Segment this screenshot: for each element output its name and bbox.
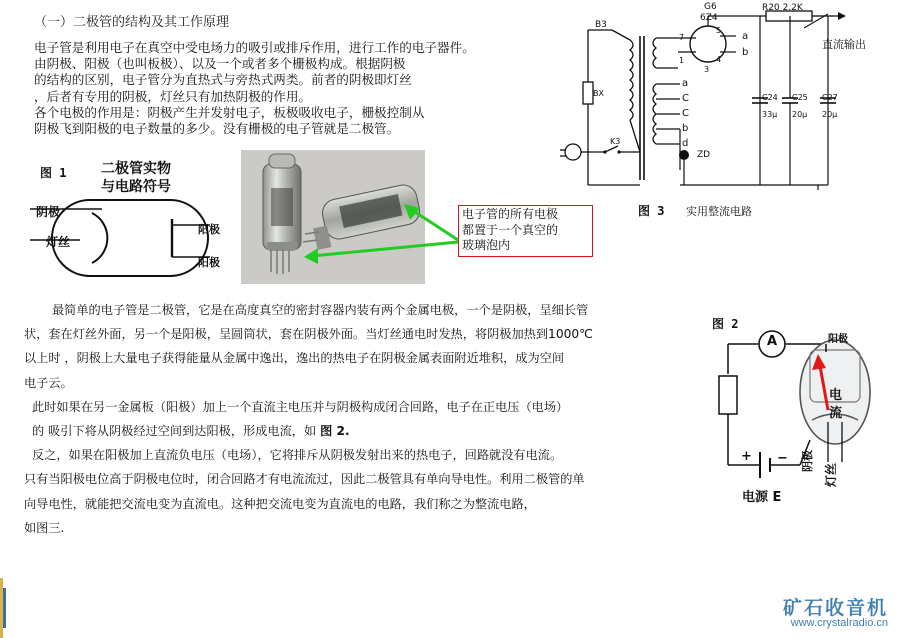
tap-label: C	[682, 93, 689, 104]
ammeter-label: A	[767, 334, 778, 349]
battery-minus: −	[777, 451, 788, 466]
callout-line: 玻璃泡内	[462, 238, 511, 252]
figure2-label: 图 2	[712, 317, 739, 331]
primary-winding	[630, 40, 633, 120]
body-text	[24, 298, 684, 540]
battery-plus: +	[741, 449, 752, 464]
body-line: 以上时 ，阴极上大量电子获得能量从金属中逸出，逸出的热电子在阴极金属表面附近堆积，成为空间	[24, 351, 565, 366]
tube-model-label: 6Z4	[700, 13, 718, 23]
body-line: 电子云。	[24, 375, 73, 390]
pin-label: 4	[716, 55, 722, 64]
intro-line: ，后者有专用的阴极，灯丝只有加热阴极的作用。	[34, 88, 312, 104]
anode-label-top: 阳极	[198, 223, 220, 236]
tube-envelope	[52, 200, 208, 276]
cap-ref-label: C25	[792, 93, 808, 102]
arrow-line-upper	[412, 210, 458, 240]
intro-line: 由阴极、阳极（也叫板极）、以及一个或者多个栅极构成。根据阴极	[34, 56, 406, 72]
callout-line: 都置于一个真空的	[462, 222, 559, 237]
secondary-winding-1	[653, 38, 656, 68]
left-edge-decoration	[0, 578, 8, 638]
tap-label: b	[682, 123, 689, 134]
cap-ref-label: C27	[822, 93, 838, 102]
tap-label: b	[742, 47, 749, 58]
callout-line: 电子管的所有电极	[462, 207, 559, 221]
fuse-icon	[583, 82, 593, 104]
body-line: 向导电性，就能把交流电变为直流电。这种把交流电变为直流电的电路，我们称之为整流电路，	[24, 496, 536, 511]
intro-line: 阴极飞到阳极的电子数量的多少。没有栅极的电子管就是二极管。	[34, 121, 400, 137]
tube-ref-label: G6	[704, 2, 717, 12]
watermark-logo-text: 矿石收音机	[782, 597, 888, 619]
tap-label: C	[682, 108, 689, 119]
current-label: 电	[829, 388, 843, 403]
figure3-label: 图 3	[638, 204, 665, 218]
fig2-filament-label: 灯丝	[824, 462, 838, 487]
arrow-line-lower	[312, 242, 458, 256]
tap-label: a	[682, 78, 689, 89]
pin-label: 3	[704, 65, 710, 74]
switch-label: K3	[610, 137, 621, 146]
body-line: 只有当阳极电位高于阴极电位时，闭合回路才有电流流过，因此二极管具有单向导电性。利用二极管的单	[24, 472, 585, 487]
callout-arrows	[300, 200, 460, 270]
tap-label: a	[742, 31, 749, 42]
secondary-winding-2	[653, 84, 656, 144]
body-line: 最简单的电子管是二极管，它是在高度真空的密封容器内装有两个金属电极，一个是阴极，呈细长管	[52, 303, 589, 317]
cathode-arc	[92, 213, 107, 263]
power-source-label: 电源 E	[742, 490, 782, 505]
body-line: 此时如果在另一金属板（阳极）加上一个直流主电压并与阴极构成闭合回路，电子在正电压（电场）	[32, 399, 569, 414]
anode-label-bottom: 阳极	[198, 256, 220, 269]
filament-label: 灯丝	[46, 235, 71, 249]
transformer-label: B3	[595, 20, 607, 30]
watermark-url: www.crystalradio.cn	[790, 617, 888, 629]
pin-label: 1	[679, 56, 685, 65]
figure2-reference: 图 2.	[320, 424, 350, 439]
cathode-label: 阴极	[36, 205, 61, 219]
fig2-cathode-label: 阴极	[801, 450, 814, 472]
callout-box	[458, 205, 593, 257]
body-line: 状，套在灯丝外面，另一个是阳极，呈圆筒状，套在阴极外面。当灯丝通电时发热，将阴极加热到1000℃	[24, 327, 593, 342]
resistor-label: R20 2.2K	[762, 3, 803, 13]
fig2-anode-label: 阳极	[828, 334, 848, 345]
arrow-head-lower	[304, 248, 318, 264]
intro-paragraph	[34, 40, 534, 137]
output-arrow-icon	[838, 12, 846, 20]
cap-value-label: 20μ	[792, 110, 808, 119]
figure1-title	[101, 160, 171, 196]
tap-label: d	[682, 138, 689, 149]
pin-label: 5	[716, 26, 722, 35]
cap-ref-label: C24	[762, 93, 778, 102]
figure1-title-line: 与电路符号	[101, 179, 171, 195]
dc-output-label: 直流输出	[822, 38, 866, 51]
plug-icon	[565, 144, 581, 160]
body-line: 如图三.	[24, 520, 65, 535]
rectifier-circuit-diagram	[560, 0, 890, 195]
intro-line: 电子管是利用电子在真空中受电场力的吸引或排斥作用，进行工作的电子器件。	[34, 40, 475, 55]
section-title: （一）二极管的结构及其工作原理	[34, 15, 230, 30]
cap-value-label: 33μ	[762, 110, 778, 119]
current-label: 流	[829, 406, 843, 421]
body-line-with-ref	[24, 419, 684, 443]
figure1-label: 图 1	[40, 166, 67, 180]
figure1-title-line: 二极管实物	[101, 161, 171, 177]
intro-line: 的结构的区别，电子管分为直热式与旁热式两类。前者的阴极即灯丝	[34, 72, 412, 88]
resistor-icon	[719, 376, 737, 414]
body-line: 反之，如果在阳极加上直流负电压（电场），它将排斥从阴极发射出来的热电子，回路就没有电流。	[32, 448, 563, 463]
body-line-text: 的 吸引下将从阴极经过空间到达阳极，形成电流，如	[32, 424, 317, 439]
indicator-lamp-icon	[679, 150, 689, 160]
fuse-label: BX	[593, 89, 604, 98]
pin-label: 7	[679, 33, 685, 42]
indicator-label: ZD	[697, 150, 711, 160]
cap-value-label: 20μ	[822, 110, 838, 119]
switch-icon	[605, 146, 618, 152]
intro-line: 各个电极的作用是：阴极产生并发射电子，板极吸收电子，栅极控制从	[34, 104, 425, 120]
figure3-caption: 实用整流电路	[686, 205, 752, 218]
